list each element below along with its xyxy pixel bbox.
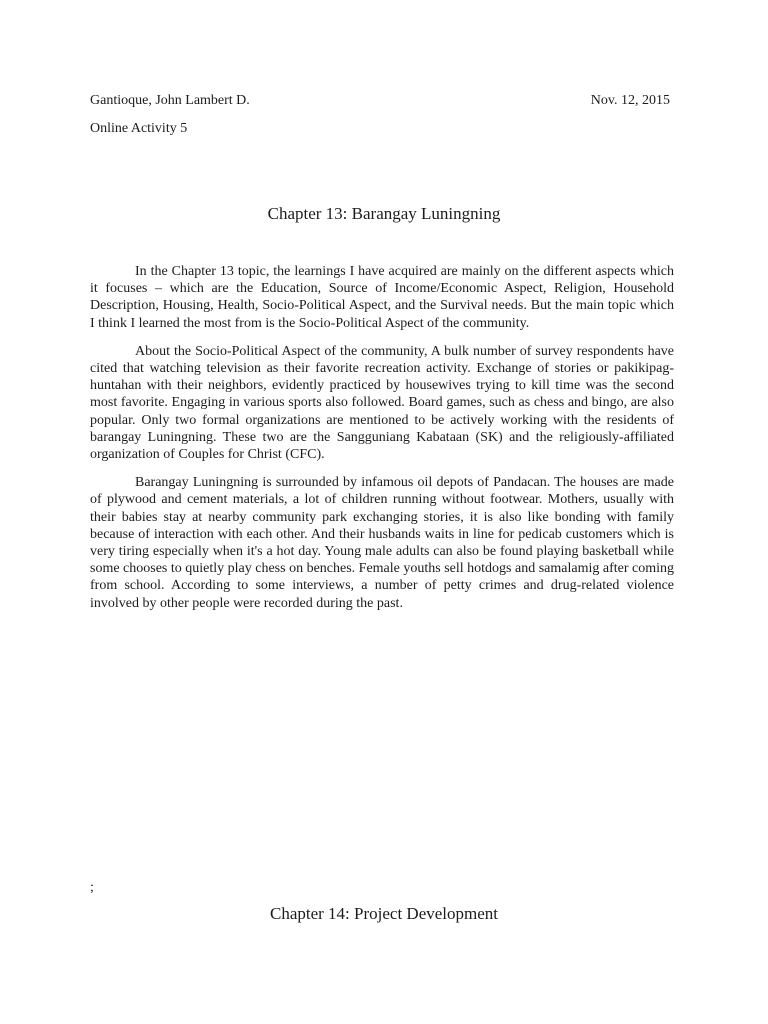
chapter-14-title: Chapter 14: Project Development (269, 904, 499, 923)
activity-label: Online Activity 5 (90, 121, 188, 136)
paragraph: In the Chapter 13 topic, the learnings I have acquired are mainly on the different aspects which it focuses – which are the Education, Source of Income/Economic Aspect, Religion, Household Description, Housing, Health, Socio-Political Aspect, and the Survival needs. But the main topic which I think I learned the most from is the Socio-Political Aspect of the community. (90, 264, 674, 331)
stray-semicolon: ; (90, 880, 94, 895)
author-name: Gantioque, John Lambert D. (90, 93, 250, 108)
paragraph: Barangay Luningning is surrounded by infamous oil depots of Pandacan. The houses are made of plywood and cement materials, a lot of children running without footwear. Mothers, usually with their babies stay at nearby community park exchanging stories, it is also like bonding with family because of interaction with each other. And their husbands waits in line for pedicab customers which is very tiring especially when it's a hot day. Young male adults can also be found playing basketball while some chooses to quietly play chess on benches. Female youths sell hotdogs and samalamig after coming from school. According to some interviews, a number of petty crimes and drug-related violence involved by other people were recorded during the past. (90, 475, 674, 611)
paragraph: About the Socio-Political Aspect of the community, A bulk number of survey respondents have cited that watching television as their favorite recreation activity. Exchange of stories or pakikipag-huntahan with their neighbors, evidently practiced by housewives trying to kill time was the second most favorite. Engaging in various sports also followed. Board games, such as chess and bingo, are also popular. Only two formal organizations are mentioned to be actively working with the residents of barangay Luningning. These two are the Sangguniang Kabataan (SK) and the religiously-affiliated organization of Couples for Christ (CFC). (90, 343, 674, 463)
chapter-13-title: Chapter 13: Barangay Luningning (267, 204, 501, 223)
document-date: Nov. 12, 2015 (590, 93, 670, 108)
chapter-13-body (90, 263, 674, 623)
